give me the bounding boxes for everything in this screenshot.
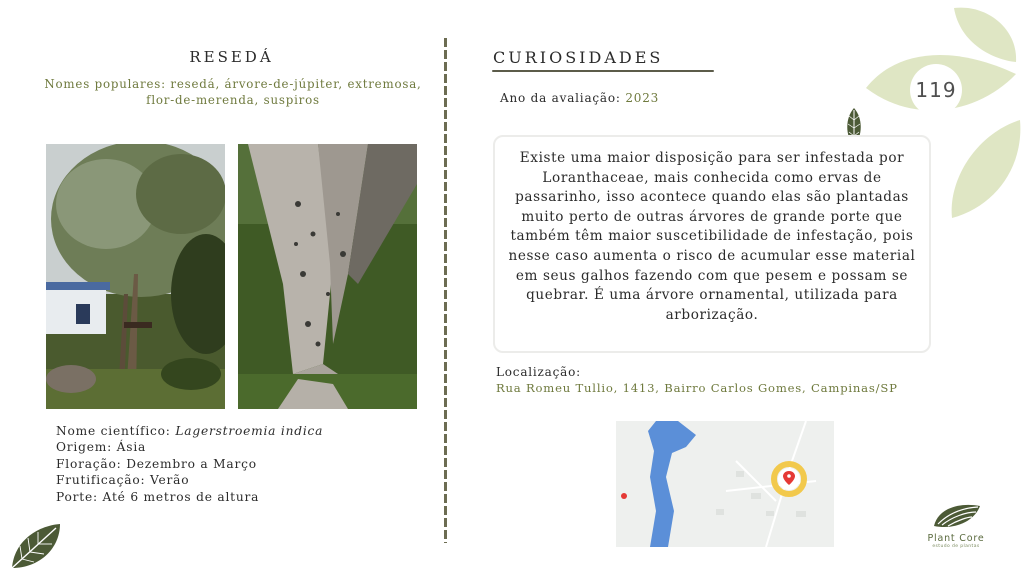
decorative-leaves — [856, 0, 1024, 234]
leaf-icon — [8, 522, 64, 576]
address: Rua Romeu Tullio, 1413, Bairro Carlos Gomes, Campinas/SP — [496, 381, 898, 395]
brand-name: Plant Core — [927, 533, 985, 544]
popular-names: Nomes populares: resedá, árvore-de-júpiter, extremosa, flor-de-merenda, suspiros — [44, 77, 422, 107]
plant-core-logo-icon — [930, 500, 982, 530]
plant-title: RESEDÁ — [189, 48, 274, 66]
tree-photo — [46, 144, 225, 409]
flowering-line: Floração: Dezembro a Março — [56, 456, 257, 471]
brand-tagline: estudo de plantas — [932, 544, 980, 549]
trunk-photo — [238, 144, 417, 409]
brand-logo — [920, 500, 992, 549]
location-map[interactable] — [616, 421, 834, 547]
title-underline — [492, 70, 714, 72]
location-label: Localização: — [496, 365, 581, 379]
page-number: 119 — [915, 78, 957, 102]
fruiting-line: Frutificação: Verão — [56, 473, 190, 488]
size-line: Porte: Até 6 metros de altura — [56, 489, 260, 504]
plant-details — [56, 423, 323, 505]
scientific-label: Nome científico: — [56, 424, 176, 438]
column-divider — [444, 38, 447, 543]
scientific-name-line — [56, 423, 323, 439]
curiosities-title: CURIOSIDADES — [493, 48, 664, 67]
origin-line: Origem: Ásia — [56, 440, 147, 455]
evaluation-year — [500, 91, 659, 105]
curiosity-text: Existe uma maior disposição para ser infestada por Loranthaceae, mais conhecida como ervas de passarinho, isso acontece quando elas são plantadas muito perto de outras árvores de grande porte que também têm maior suscetibilidade de infestação, pois nesse caso aumenta o risco de acumular esse material em seus galhos fazendo com que pesem e possam se quebrar. É uma árvore ornamental, utilizada para arborização. — [508, 150, 916, 323]
scientific-name: Lagerstroemia indica — [175, 424, 324, 438]
year-value: 2023 — [625, 91, 660, 105]
year-label: Ano da avaliação: — [500, 91, 626, 105]
